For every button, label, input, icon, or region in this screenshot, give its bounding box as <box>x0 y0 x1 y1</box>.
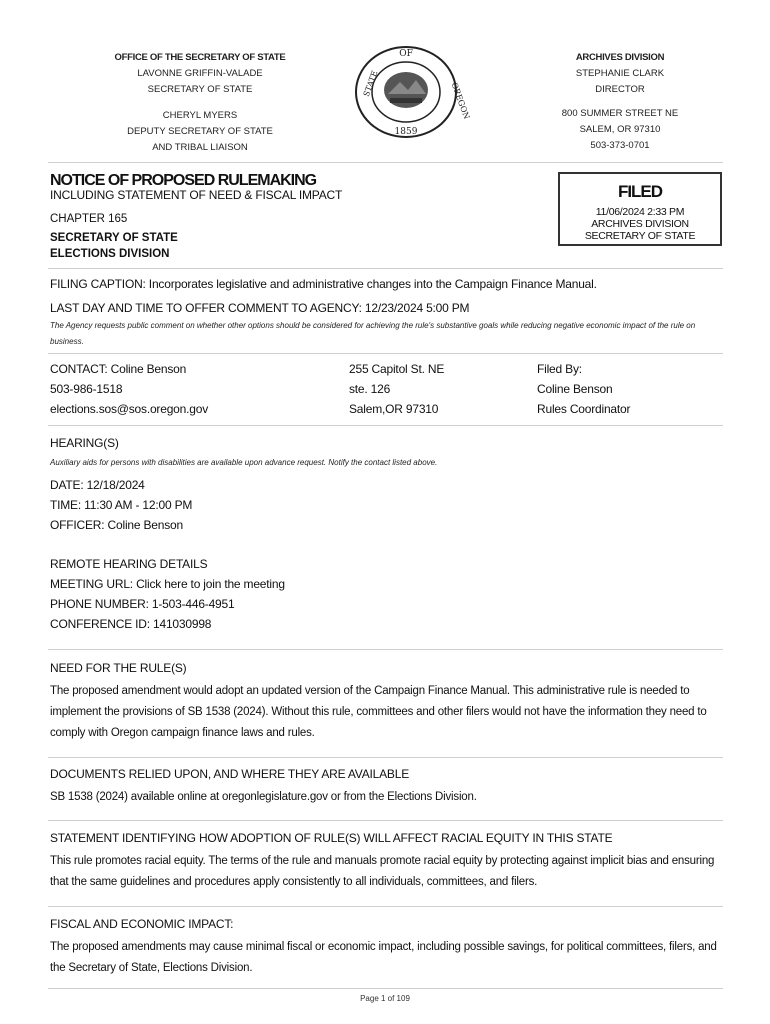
need-heading: NEED FOR THE RULE(S) <box>50 661 187 675</box>
seal-year: 1859 <box>394 127 418 137</box>
seal-left-text: STATE <box>361 69 380 98</box>
filed-by-label: Filed By: <box>537 362 582 376</box>
conference-id: CONFERENCE ID: 141030998 <box>50 617 212 631</box>
director-title: DIRECTOR <box>595 84 645 95</box>
office-name: OFFICE OF THE SECRETARY OF STATE <box>114 52 286 63</box>
deputy-title: DEPUTY SECRETARY OF STATE <box>127 126 273 137</box>
archives-street: 800 SUMMER STREET NE <box>561 108 679 119</box>
divider <box>48 757 723 758</box>
archives-phone: 503-373-0701 <box>590 140 650 151</box>
secretary-title: SECRETARY OF STATE <box>147 84 253 95</box>
deputy-name: CHERYL MYERS <box>162 110 238 121</box>
contact-name: CONTACT: Coline Benson <box>50 362 187 376</box>
divider <box>48 906 723 907</box>
hearing-time: TIME: 11:30 AM - 12:00 PM <box>50 498 193 512</box>
header-left-block <box>100 50 300 156</box>
notice-title: NOTICE OF PROPOSED RULEMAKING <box>50 172 317 189</box>
agency-line-1: SECRETARY OF STATE <box>50 232 178 244</box>
fiscal-heading: FISCAL AND ECONOMIC IMPACT: <box>50 917 234 931</box>
agency-name <box>50 230 178 262</box>
contact-phone: 503-986-1518 <box>50 382 123 396</box>
archives-city: SALEM, OR 97310 <box>579 124 661 135</box>
filing-caption: FILING CAPTION: Incorporates legislative and administrative changes into the Campaign Finance Manual. <box>50 277 597 291</box>
need-body: The proposed amendment would adopt an updated version of the Campaign Finance Manual. This administrative rule is needed to implement the provisions of SB 1538 (2024). Without this rule, committees and other filers would not have the information they need to comply with Oregon campaign finance laws and rules. <box>50 685 707 739</box>
contact-email[interactable]: elections.sos@sos.oregon.gov <box>50 402 209 416</box>
filed-office: SECRETARY OF STATE <box>584 230 696 242</box>
notice-subtitle: INCLUDING STATEMENT OF NEED & FISCAL IMPACT <box>50 188 343 202</box>
hearing-date: DATE: 12/18/2024 <box>50 478 145 492</box>
filed-date: 11/06/2024 2:33 PM <box>595 206 685 218</box>
divider <box>48 820 723 821</box>
archives-division: ARCHIVES DIVISION <box>575 52 665 63</box>
filed-by-title: Rules Coordinator <box>537 402 631 416</box>
filed-stamp <box>558 172 722 246</box>
hearing-officer: OFFICER: Coline Benson <box>50 518 183 532</box>
documents-body: SB 1538 (2024) available online at oregonlegislature.gov or from the Elections Division. <box>50 791 477 803</box>
filed-by-column <box>537 359 630 419</box>
comment-note: The Agency requests public comment on whether other options should be considered for achieving the rule's substantive goals while reducing negative economic impact of the rule on business. <box>50 321 696 346</box>
hearings-note: Auxiliary aids for persons with disabilities are available upon advance request. Notify the contact listed above. <box>50 458 438 467</box>
equity-body: This rule promotes racial equity. The terms of the rule and manuals promote racial equity by protecting against implicit bias and ensuring that the same guidelines and procedures apply consistently to all individuals, committees, and filers. <box>50 855 715 888</box>
divider <box>48 425 723 426</box>
filed-title: FILED <box>617 182 663 201</box>
divider <box>48 649 723 650</box>
address-line-2: ste. 126 <box>349 382 391 396</box>
divider <box>48 162 723 163</box>
address-line-3: Salem,OR 97310 <box>349 402 439 416</box>
divider <box>48 353 723 354</box>
comment-deadline: LAST DAY AND TIME TO OFFER COMMENT TO AGENCY: 12/23/2024 5:00 PM <box>50 301 470 315</box>
hearing-details <box>50 475 192 535</box>
filed-division: ARCHIVES DIVISION <box>591 218 689 230</box>
seal-top-text: OF <box>399 49 413 59</box>
seal-right-text: OREGON <box>449 81 472 121</box>
address-line-1: 255 Capitol St. NE <box>349 362 445 376</box>
page-number: Page 1 of 109 <box>360 994 410 1003</box>
agency-line-2: ELECTIONS DIVISION <box>50 248 170 260</box>
filed-by-name: Coline Benson <box>537 382 613 396</box>
divider <box>48 988 723 989</box>
remote-heading: REMOTE HEARING DETAILS <box>50 557 208 571</box>
fiscal-body: The proposed amendments may cause minimal fiscal or economic impact, including possible savings, for political committees, filers, and the Secretary of State, Elections Division. <box>50 941 717 974</box>
deputy-title-2: AND TRIBAL LIAISON <box>152 142 248 153</box>
documents-heading: DOCUMENTS RELIED UPON, AND WHERE THEY ARE AVAILABLE <box>50 767 410 781</box>
director-name: STEPHANIE CLARK <box>575 68 665 79</box>
contact-column <box>50 359 208 419</box>
header-right-block <box>520 50 720 154</box>
chapter-number: CHAPTER 165 <box>50 213 128 225</box>
equity-heading: STATEMENT IDENTIFYING HOW ADOPTION OF RULE(S) WILL AFFECT RACIAL EQUITY IN THIS STATE <box>50 831 613 845</box>
meeting-url[interactable]: MEETING URL: Click here to join the meeting <box>50 577 285 591</box>
oregon-state-seal-icon <box>352 44 472 140</box>
remote-hearing-details <box>50 554 285 634</box>
address-column <box>349 359 444 419</box>
hearings-heading: HEARING(S) <box>50 436 119 450</box>
secretary-name: LAVONNE GRIFFIN-VALADE <box>137 68 263 79</box>
phone-number: PHONE NUMBER: 1-503-446-4951 <box>50 597 235 611</box>
divider <box>48 268 723 269</box>
